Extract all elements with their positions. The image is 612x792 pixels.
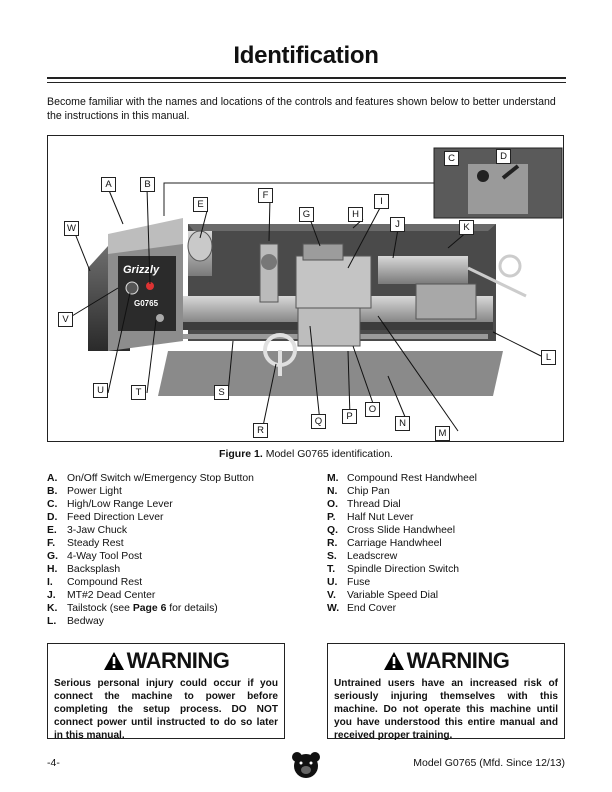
- callout-k: K: [459, 220, 474, 235]
- title-rule-bottom: [47, 82, 566, 83]
- chip-pan-shape: [158, 351, 503, 396]
- callout-g: G: [299, 207, 314, 222]
- apron-shape: [298, 308, 360, 346]
- steady-rest-shape: [260, 244, 278, 302]
- figure-label: Figure 1.: [219, 448, 263, 460]
- figure-caption-text: Model G0765 identification.: [262, 448, 393, 460]
- legend-right: [327, 472, 477, 615]
- legend-item: O. Thread Dial: [327, 499, 401, 510]
- callout-o: O: [365, 402, 380, 417]
- callout-c: C: [444, 151, 459, 166]
- callout-r: R: [253, 423, 268, 438]
- legend-item: H. Backsplash: [47, 564, 121, 575]
- callout-d: D: [496, 149, 511, 164]
- callout-j: J: [390, 217, 405, 232]
- warning-triangle-icon: [103, 651, 125, 677]
- legend-item: N. Chip Pan: [327, 486, 390, 497]
- figure-caption: [0, 448, 612, 460]
- warning-heading: WARNING: [334, 648, 558, 677]
- callout-m: M: [435, 426, 450, 441]
- callout-a: A: [101, 177, 116, 192]
- legend-item: B. Power Light: [47, 486, 122, 497]
- lathe-figure: [47, 135, 564, 442]
- footer-model: Model G0765 (Mfd. Since 12/13): [413, 757, 565, 769]
- lathe-illustration: [48, 136, 564, 442]
- legend-item: C. High/Low Range Lever: [47, 499, 173, 510]
- callout-u: U: [93, 383, 108, 398]
- callout-e: E: [193, 197, 208, 212]
- legend-item: J. MT#2 Dead Center: [47, 590, 156, 601]
- callout-h: H: [348, 207, 363, 222]
- warning-text: Untrained users have an increased risk of seriously injuring themselves with this machine. Do not operate this machine until you have understood this entire manual and received proper training.: [334, 678, 558, 741]
- callout-q: Q: [311, 414, 326, 429]
- callout-v: V: [58, 312, 73, 327]
- legend-item: A. On/Off Switch w/Emergency Stop Button: [47, 473, 254, 484]
- callout-n: N: [395, 416, 410, 431]
- callout-p: P: [342, 409, 357, 424]
- page-number: -4-: [47, 757, 60, 769]
- legend-left: [47, 472, 254, 628]
- warning-box-training: [327, 643, 565, 739]
- callout-t: T: [131, 385, 146, 400]
- callout-f: F: [258, 188, 273, 203]
- callout-l: L: [541, 350, 556, 365]
- page-reference: Page 6: [132, 603, 167, 614]
- legend-item: F. Steady Rest: [47, 538, 124, 549]
- legend-item: Q. Cross Slide Handwheel: [327, 525, 456, 536]
- intro-paragraph: Become familiar with the names and locations of the controls and features shown below to better understand the instructions in this manual.: [47, 96, 556, 122]
- carriage-shape: [296, 256, 371, 308]
- legend-item: U. Fuse: [327, 577, 371, 588]
- legend-item: R. Carriage Handwheel: [327, 538, 442, 549]
- callout-w: W: [64, 221, 79, 236]
- grizzly-bear-logo-icon: [291, 751, 321, 784]
- brand-logo-text: Grizzly: [123, 264, 160, 276]
- tool-post-shape: [303, 244, 343, 260]
- legend-item: T. Spindle Direction Switch: [327, 564, 460, 575]
- legend-item: P. Half Nut Lever: [327, 512, 414, 523]
- warning-text: Serious personal injury could occur if you connect the machine to power before completing the setup process. DO NOT connect power until instructed to do so later in this manual.: [54, 678, 278, 741]
- model-logo-text: G0765: [134, 299, 159, 308]
- legend-item: V. Variable Speed Dial: [327, 590, 439, 601]
- warning-triangle-icon: [383, 651, 405, 677]
- legend-item: K. Tailstock (see Page 6 for details): [47, 603, 218, 614]
- title-rule-top: [47, 77, 566, 79]
- legend-item: D. Feed Direction Lever: [47, 512, 164, 523]
- legend-item: L. Bedway: [47, 616, 104, 627]
- speed-dial-shape: [126, 282, 138, 294]
- callout-s: S: [214, 385, 229, 400]
- warning-heading: WARNING: [54, 648, 278, 677]
- legend-item: S. Leadscrew: [327, 551, 398, 562]
- callout-b: B: [140, 177, 155, 192]
- callout-i: I: [374, 194, 389, 209]
- legend-item: W. End Cover: [327, 603, 397, 614]
- tailstock-shape: [378, 256, 468, 284]
- legend-item: G. 4-Way Tool Post: [47, 551, 143, 562]
- legend-item: I. Compound Rest: [47, 577, 143, 588]
- page-title: Identification: [233, 42, 379, 69]
- warning-box-setup: [47, 643, 285, 739]
- legend-item: M. Compound Rest Handwheel: [327, 473, 477, 484]
- legend-item: E. 3-Jaw Chuck: [47, 525, 128, 536]
